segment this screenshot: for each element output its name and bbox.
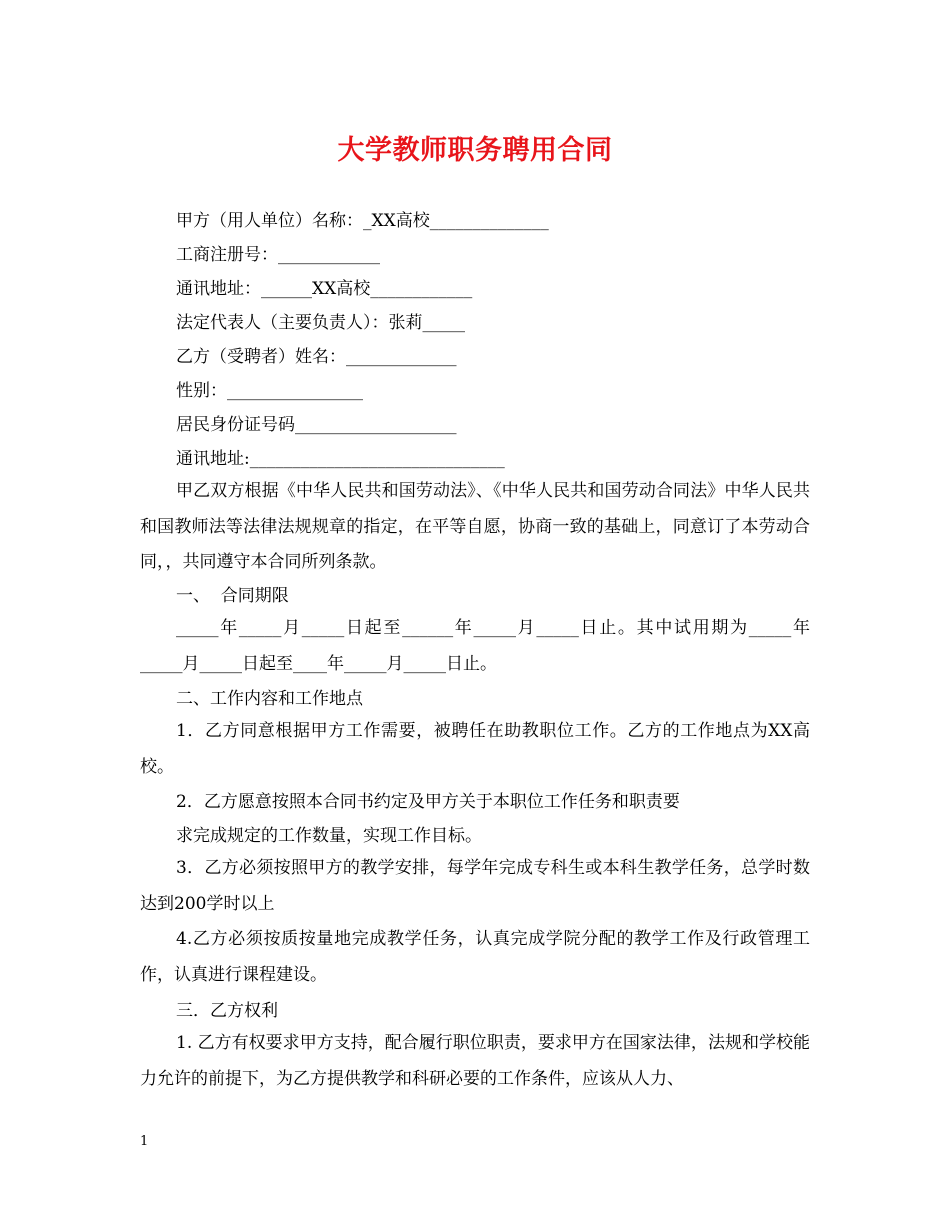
- party-a-name-field: 甲方（用人单位）名称：_XX高校______________: [176, 211, 549, 231]
- party-b-address-field: 通讯地址:______________________________: [176, 449, 505, 469]
- item-3-1-paragraph: 1. 乙方有权要求甲方支持，配合履行职位职责，要求甲方在国家法律，法规和学校能力允许的前提下，为乙方提供教学和科研必要的工作条件，应该从人力、: [140, 1033, 810, 1089]
- id-number-field: 居民身份证号码___________________: [176, 415, 457, 435]
- document-title: 大学教师职务聘用合同: [337, 135, 613, 166]
- legal-representative-field: 法定代表人（主要负责人）：张莉_____: [176, 313, 465, 333]
- gender-field: 性别：________________: [176, 381, 363, 401]
- contract-term-paragraph: _____年_____月_____日起至______年_____月_____日止。其中试用期为_____年_____月_____日起至____年_____月_____日止。: [140, 618, 810, 674]
- section-1-heading: 一、 合同期限: [176, 586, 289, 606]
- item-2-2-line-2: 求完成规定的工作数量，实现工作目标。: [176, 826, 482, 846]
- section-2-heading: 二、工作内容和工作地点: [176, 689, 363, 709]
- page-number: 1: [140, 1134, 149, 1149]
- item-2-2-line-1: 2．乙方愿意按照本合同书约定及甲方关于本职位工作任务和职责要: [176, 792, 680, 812]
- section-3-heading: 三．乙方权利: [176, 1001, 278, 1021]
- party-b-name-field: 乙方（受聘者）姓名：_____________: [176, 347, 457, 367]
- business-registration-field: 工商注册号：____________: [176, 245, 380, 265]
- party-a-address-field: 通讯地址：______XX高校____________: [176, 279, 473, 299]
- item-2-4-paragraph: 4.乙方必须按质按量地完成教学任务，认真完成学院分配的教学工作及行政管理工作，认真进行课程建设。: [140, 929, 810, 985]
- item-2-1-paragraph: 1．乙方同意根据甲方工作需要，被聘任在助教职位工作。乙方的工作地点为XX高校。: [140, 721, 810, 777]
- intro-paragraph: 甲乙双方根据《中华人民共和国劳动法》、《中华人民共和国劳动合同法》中华人民共和国教师法等法律法规规章的指定，在平等自愿，协商一致的基础上，同意订了本劳动合同，，共同遵守本合同所列条款。: [140, 481, 810, 572]
- item-2-3-paragraph: 3．乙方必须按照甲方的教学安排，每学年完成专科生或本科生教学任务，总学时数达到200学时以上: [140, 858, 810, 914]
